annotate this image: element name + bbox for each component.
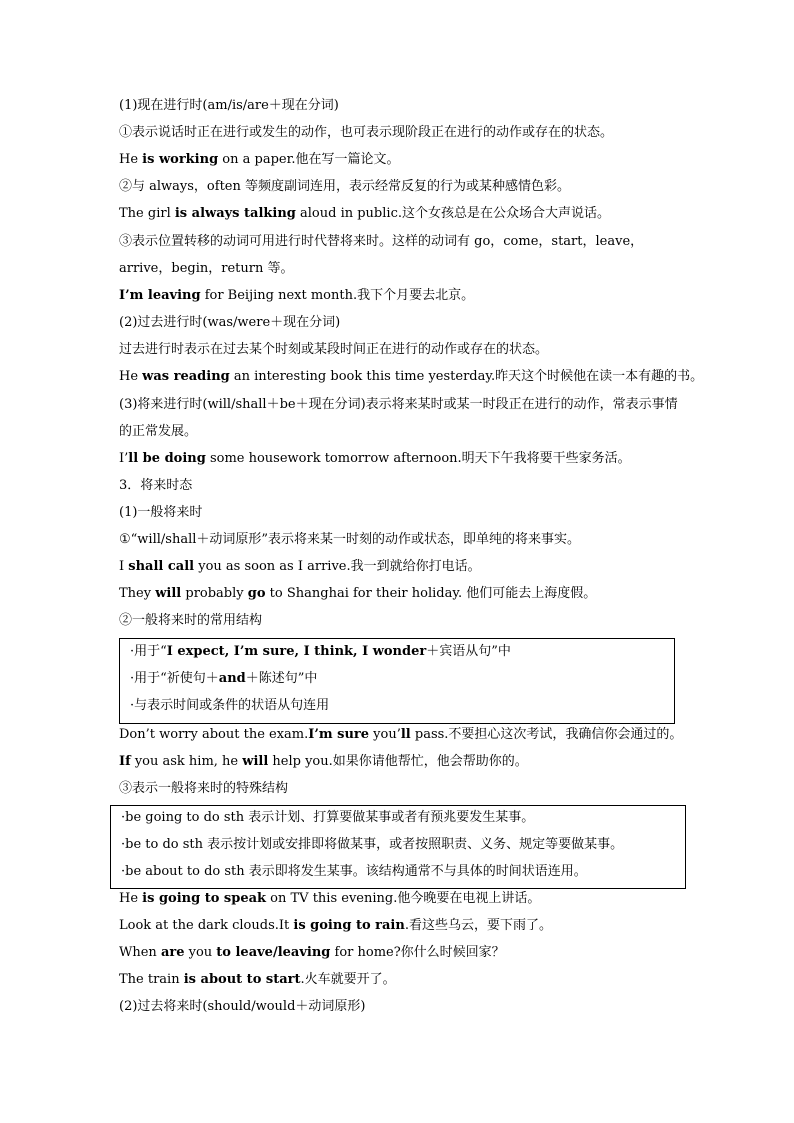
box-item: ·用于“祈使句＋and＋陈述句”中	[130, 671, 318, 686]
example-sentence: I’ll be doing some housework tomorrow afternoon.明天下午我将要干些家务活。	[119, 451, 631, 466]
example-sentence: Don’t worry about the exam.I’m sure you’ll pass.不要担心这次考试，我确信你会通过的。	[119, 727, 683, 742]
box-item: ·be about to do sth 表示即将发生某事。该结构通常不与具体的时间状语连用。	[121, 864, 587, 879]
example-sentence: He was reading an interesting book this time yesterday.昨天这个时候他在读一本有趣的书。	[119, 369, 704, 384]
example-sentence: He is working on a paper.他在写一篇论文。	[119, 152, 400, 167]
heading-past-continuous: (2)过去进行时(was/were＋现在分词)	[119, 315, 341, 330]
example-sentence: The girl is always talking aloud in public.这个女孩总是在公众场合大声说话。	[119, 206, 610, 221]
rule-text: ①表示说话时正在进行或发生的动作，也可表示现阶段正在进行的动作或存在的状态。	[119, 125, 614, 140]
box-item: ·be to do sth 表示按计划或安排即将做某事，或者按照职责、义务、规定等要做某事。	[121, 837, 624, 852]
box-item: ·用于“I expect, I’m sure, I think, I wonder＋宾语从句”中	[130, 644, 511, 659]
example-sentence: I’m leaving for Beijing next month.我下个月要去北京。	[119, 288, 475, 303]
example-sentence: If you ask him, he will help you.如果你请他帮忙，他会帮助你的。	[119, 754, 528, 769]
example-sentence: I shall call you as soon as I arrive.我一到就给你打电话。	[119, 559, 481, 574]
example-sentence: When are you to leave/leaving for home?你什么时候回家？	[119, 945, 505, 960]
example-sentence: They will probably go to Shanghai for their holiday. 他们可能去上海度假。	[119, 586, 597, 601]
example-sentence: The train is about to start.火车就要开了。	[119, 972, 396, 987]
heading-simple-future: (1)一般将来时	[119, 505, 203, 520]
box-item: ·与表示时间或条件的状语从句连用	[130, 698, 330, 713]
special-structures-box	[110, 805, 686, 889]
rule-text: ①“will/shall＋动词原形”表示将来某一时刻的动作或状态，即单纯的将来事实。	[119, 532, 581, 547]
rule-text: 过去进行时表示在过去某个时刻或某段时间正在进行的动作或存在的状态。	[119, 342, 549, 357]
heading-present-continuous: (1)现在进行时(am/is/are＋现在分词)	[119, 98, 339, 113]
heading-future-in-past: (2)过去将来时(should/would＋动词原形)	[119, 999, 366, 1014]
heading-future-continuous: (3)将来进行时(will/shall＋be＋现在分词)表示将来某时或某一时段正在进行的动作，常表示事情的正常发展。	[119, 397, 678, 439]
box-item: ·be going to do sth 表示计划、打算要做某事或者有预兆要发生某事。	[121, 810, 535, 825]
example-sentence: He is going to speak on TV this evening.他今晚要在电视上讲话。	[119, 891, 541, 906]
rule-text: ③表示位置转移的动词可用进行时代替将来时。这样的动词有 go，come，start，leave，arrive，begin，return 等。	[119, 234, 644, 276]
example-sentence: Look at the dark clouds.It is going to rain.看这些乌云，要下雨了。	[119, 918, 552, 933]
structures-box	[119, 638, 675, 724]
rule-text: ③表示一般将来时的特殊结构	[119, 781, 289, 796]
rule-text: ②一般将来时的常用结构	[119, 613, 263, 628]
section-heading-future-tense: 3．将来时态	[119, 478, 193, 493]
rule-text: ②与 always，often 等频度副词连用，表示经常反复的行为或某种感情色彩。	[119, 179, 570, 194]
